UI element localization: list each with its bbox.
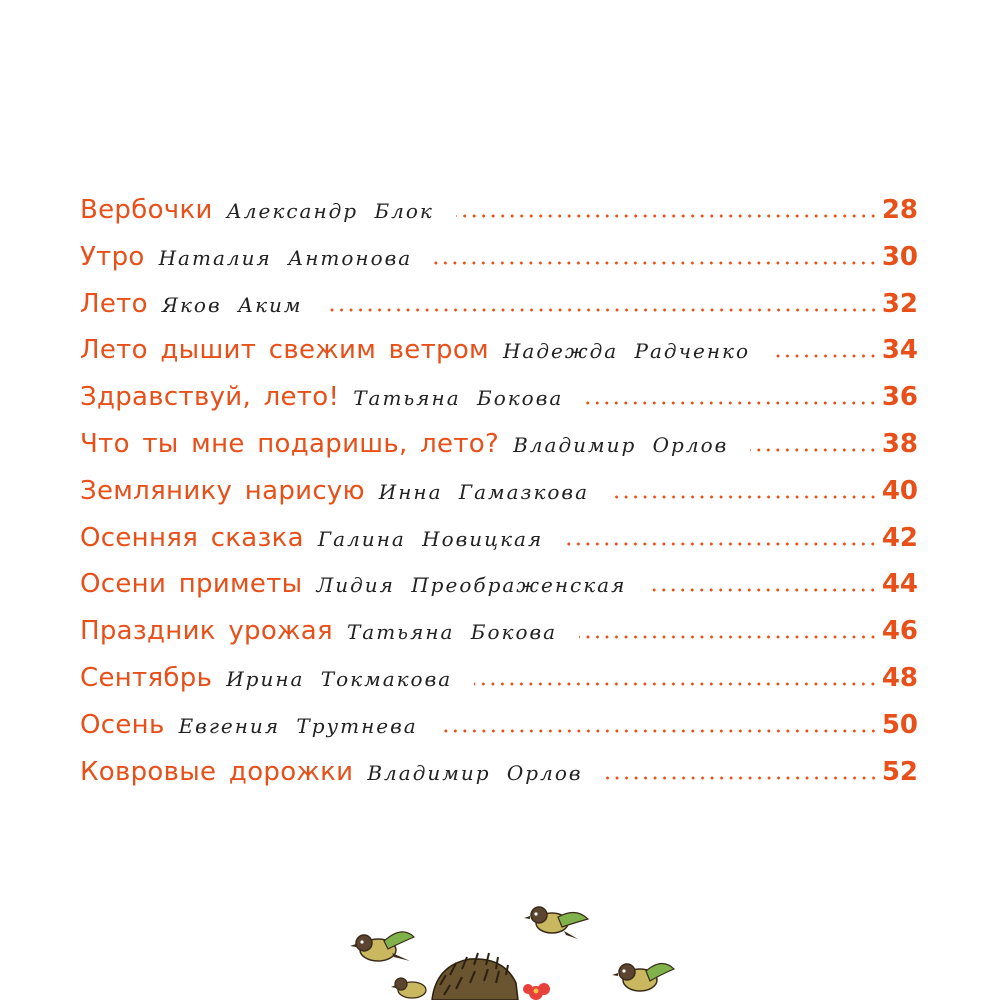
toc-entry-author: Владимир Орлов (367, 760, 583, 785)
dot-leader (434, 261, 878, 265)
hedgehog-icon (432, 953, 518, 1000)
toc-entry-author: Владимир Орлов (513, 432, 729, 457)
dot-leader (440, 729, 878, 733)
dot-leader (565, 542, 878, 546)
toc-entry[interactable] (80, 710, 918, 757)
toc-entry-page-number: 32 (881, 288, 918, 319)
dot-leader (611, 495, 878, 499)
dot-leader (579, 635, 878, 639)
toc-entry-page-number: 28 (881, 195, 918, 225)
toc-entry-author: Лидия Преображенская (316, 573, 627, 598)
decorative-illustration (340, 895, 680, 1000)
bird-icon (391, 978, 426, 998)
toc-entry-title: Утро (80, 241, 145, 272)
toc-entry-page-number: 36 (881, 382, 918, 413)
toc-entry-page-number: 44 (881, 569, 918, 600)
toc-entry-title: Лето дышит свежим ветром (80, 335, 489, 366)
toc-entry[interactable] (80, 335, 918, 382)
toc-entry-page-number: 46 (881, 616, 918, 647)
toc-entry[interactable] (80, 476, 918, 523)
toc-entry-title: Здравствуй, лето! (80, 382, 340, 413)
toc-entry-title: Осенняя сказка (80, 522, 304, 553)
toc-entry-title: Ковровые дорожки (80, 756, 354, 787)
toc-entry-author: Яков Аким (161, 292, 303, 317)
toc-entry-title: Праздник урожая (80, 616, 333, 647)
toc-entry-title: Осень (80, 709, 165, 740)
toc-entry[interactable] (80, 195, 918, 242)
toc-entry-author: Инна Гамазкова (378, 479, 589, 504)
toc-entry-author: Надежда Радченко (502, 339, 751, 364)
toc-entry[interactable] (80, 242, 918, 289)
toc-entry[interactable] (80, 663, 918, 710)
toc-entry-author: Татьяна Бокова (346, 620, 558, 645)
toc-entry[interactable] (80, 429, 918, 476)
toc-entry-page-number: 50 (881, 709, 918, 740)
toc-entry-title: Вербочки (80, 195, 213, 225)
dot-leader (585, 401, 878, 405)
toc-entry-author: Татьяна Бокова (353, 386, 564, 411)
toc-entry-title: Сентябрь (80, 662, 213, 693)
toc-entry-author: Наталия Антонова (158, 245, 413, 270)
toc-entry[interactable] (80, 757, 918, 804)
toc-entry-page-number: 52 (881, 756, 918, 787)
table-of-contents (80, 195, 918, 803)
bird-icon (524, 907, 588, 939)
bird-icon (350, 932, 414, 961)
toc-entry[interactable] (80, 382, 918, 429)
dot-leader (325, 308, 878, 312)
toc-entry[interactable] (80, 616, 918, 663)
toc-entry-author: Александр Блок (226, 199, 434, 223)
toc-entry-author: Галина Новицкая (317, 526, 544, 551)
toc-entry-title: Лето (80, 288, 148, 319)
toc-entry[interactable] (80, 569, 918, 616)
toc-entry-author: Ирина Токмакова (226, 666, 453, 691)
dot-leader (772, 354, 878, 358)
bird-icon (612, 963, 674, 991)
toc-entry-page-number: 40 (881, 475, 918, 506)
toc-entry-title: Землянику нарисую (80, 475, 365, 506)
toc-entry-page-number: 30 (881, 241, 918, 272)
dot-leader (605, 776, 878, 780)
toc-entry-page-number: 48 (881, 662, 918, 693)
dot-leader (474, 682, 878, 686)
dot-leader (456, 214, 878, 218)
toc-entry-page-number: 34 (881, 335, 918, 366)
toc-entry-title: Что ты мне подаришь, лето? (80, 428, 500, 459)
flower-icon (523, 983, 550, 1000)
dot-leader (750, 448, 878, 452)
toc-entry[interactable] (80, 289, 918, 336)
toc-entry-page-number: 42 (881, 522, 918, 553)
toc-entry-title: Осени приметы (80, 569, 303, 600)
toc-entry-author: Евгения Трутнева (178, 713, 418, 738)
toc-entry[interactable] (80, 523, 918, 570)
dot-leader (648, 588, 877, 592)
toc-entry-page-number: 38 (881, 428, 918, 459)
